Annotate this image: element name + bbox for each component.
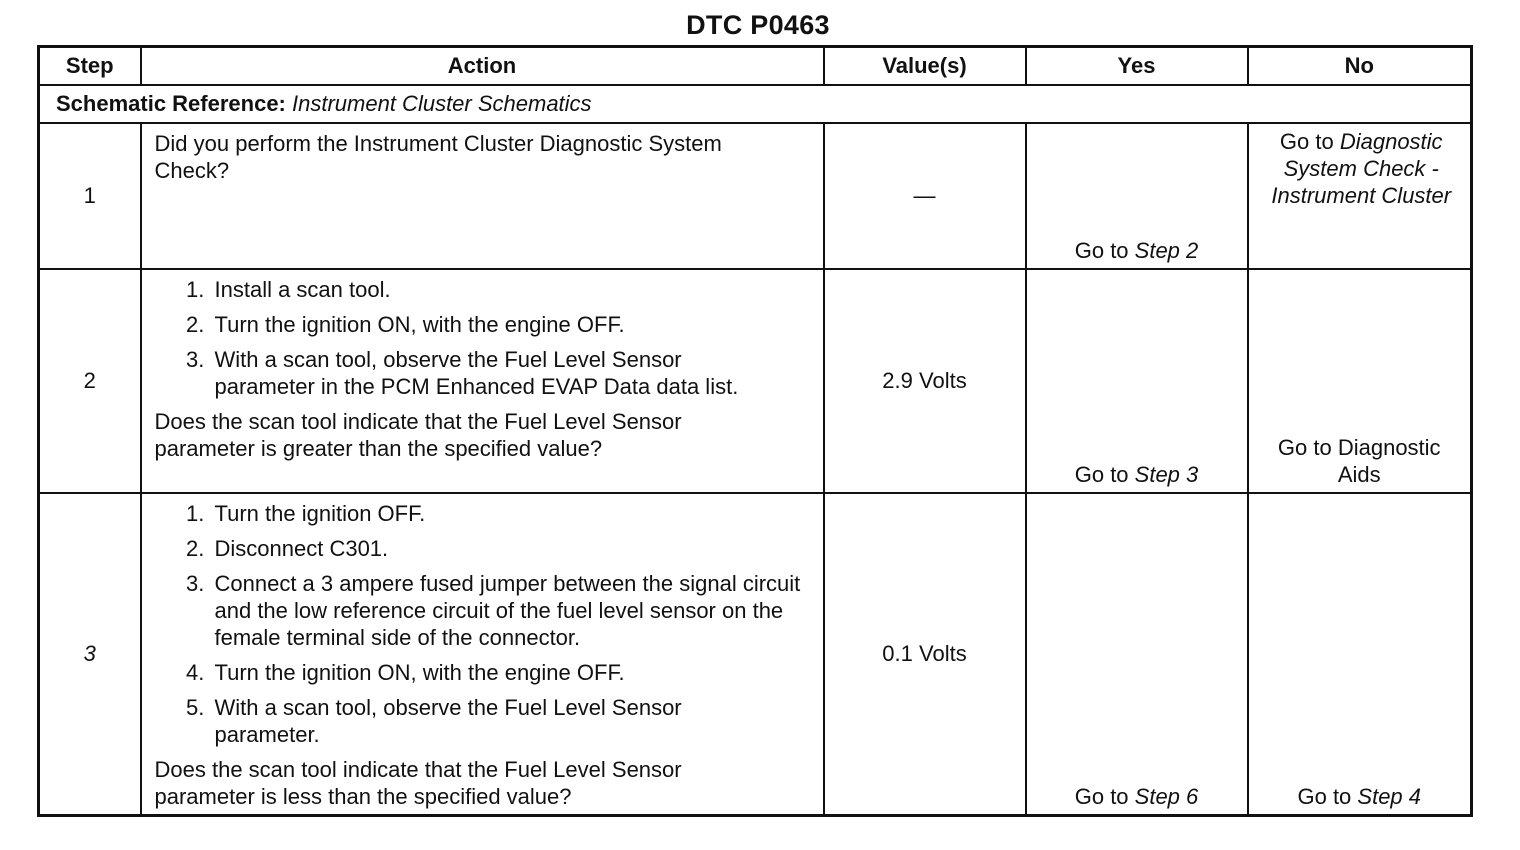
question-text: Does the scan tool indicate that the Fuel Level Sensor parameter is greater than the specified value? — [154, 409, 682, 461]
table-row — [39, 269, 1472, 493]
diagnostic-table — [37, 45, 1473, 817]
yes-prefix: Go to — [1074, 238, 1135, 263]
list-item: 2. Turn the ignition ON, with the engine OFF. — [211, 311, 813, 338]
yes-cell — [1026, 493, 1248, 816]
list-item: 2. Disconnect C301. — [211, 535, 813, 562]
schematic-reference — [39, 85, 1472, 123]
step-number: 3 — [39, 493, 141, 816]
table-row — [39, 493, 1472, 816]
no-text: Go to Diagnostic Aids — [1277, 435, 1441, 487]
no-step-ref: Diagnostic System Check - Instrument Cluster — [1271, 129, 1452, 208]
value-cell: 2.9 Volts — [824, 269, 1026, 493]
schematic-value: Instrument Cluster Schematics — [292, 91, 592, 116]
no-prefix: Go to — [1297, 784, 1358, 809]
yes-cell — [1026, 269, 1248, 493]
header-values: Value(s) — [824, 47, 1026, 86]
no-step-ref: Step 4 — [1357, 784, 1422, 809]
value-cell: 0.1 Volts — [824, 493, 1026, 816]
table-row — [39, 123, 1472, 269]
yes-prefix: Go to — [1074, 462, 1135, 487]
step-number: 1 — [39, 123, 141, 269]
list-item: 4. Turn the ignition ON, with the engine OFF. — [211, 659, 813, 686]
header-row — [39, 47, 1472, 86]
step-number: 2 — [39, 269, 141, 493]
no-prefix: Go to — [1279, 129, 1340, 154]
list-item: 3. With a scan tool, observe the Fuel Level Sensor parameter in the PCM Enhanced EVAP Data data list. — [211, 346, 760, 400]
schematic-label: Schematic Reference: — [56, 91, 286, 116]
schematic-row — [39, 85, 1472, 123]
list-item: 5. With a scan tool, observe the Fuel Level Sensor parameter. — [211, 694, 760, 748]
yes-cell — [1026, 123, 1248, 269]
header-no: No — [1248, 47, 1472, 86]
action-list — [155, 500, 813, 748]
action-cell — [141, 493, 824, 816]
action-list — [155, 276, 813, 400]
question-text: Did you perform the Instrument Cluster Diagnostic System Check? — [154, 131, 722, 183]
yes-step-ref: Step 3 — [1134, 462, 1199, 487]
yes-step-ref: Step 2 — [1134, 238, 1199, 263]
list-item: 1. Turn the ignition OFF. — [211, 500, 813, 527]
yes-prefix: Go to — [1074, 784, 1135, 809]
header-step: Step — [39, 47, 141, 86]
no-cell — [1248, 123, 1472, 269]
no-cell — [1248, 493, 1472, 816]
value-cell: — — [824, 123, 1026, 269]
action-cell — [141, 269, 824, 493]
yes-step-ref: Step 6 — [1134, 784, 1199, 809]
header-action: Action — [141, 47, 824, 86]
list-item: 3. Connect a 3 ampere fused jumper between the signal circuit and the low reference circuit of the fuel level sensor on the female terminal side of the connector. — [211, 570, 813, 651]
question-text: Does the scan tool indicate that the Fuel Level Sensor parameter is less than the specified value? — [154, 757, 682, 809]
action-cell — [141, 123, 824, 269]
header-yes: Yes — [1026, 47, 1248, 86]
page-title: DTC P0463 — [686, 10, 830, 40]
list-item: 1. Install a scan tool. — [211, 276, 813, 303]
no-cell — [1248, 269, 1472, 493]
